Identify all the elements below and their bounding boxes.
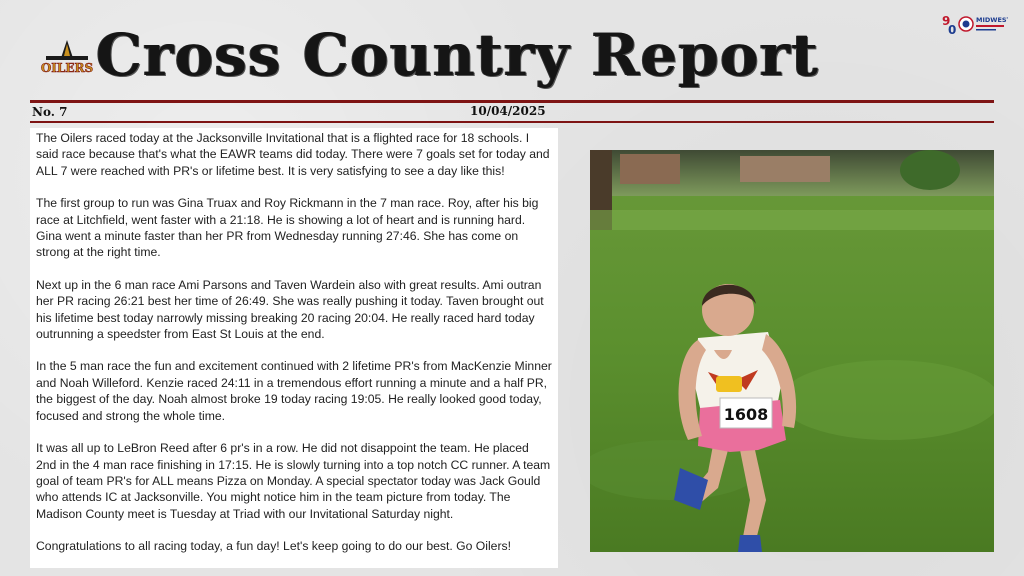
article-paragraph: In the 5 man race the fun and excitement continued with 2 lifetime PR's from MacKenzie Minner and Noah Willeford. Kenzie raced 24:11 in a tremendous effort running a minute and a half PR, the biggest of the day. Noah almost broke 19 today racing 19:05. He really looked good today, focused and strong the whole time.: [36, 359, 552, 423]
article-paragraph: The first group to run was Gina Truax and Roy Rickmann in the 7 man race. Roy, after his big race at Litchfield, went faster with a 21:18. He is showing a lot of heart and is running hard. Gina went a minute faster than her PR from Wednesday running 27:46. She has come on strong at the right time.: [36, 196, 539, 260]
article-paragraph: Next up in the 6 man race Ami Parsons and Taven Wardein also with great results. Ami outran her PR racing 26:21 best her time of 26:49. She was really pushing it today. Taven brought out his lifetime best today narrowly missing breaking 20 racing 20:04. He really raced hard today outrunning a speedster from East St Louis at the end.: [36, 277, 544, 342]
svg-text:9: 9: [942, 14, 951, 28]
masthead-title: Cross Country Report: [96, 21, 820, 89]
article-body: [30, 128, 558, 568]
oilers-logo: [38, 38, 96, 78]
article-paragraph: It was all up to LeBron Reed after 6 pr's in a row. He did not disappoint the team. He placed 2nd in the 4 man race finishing in 17:15. He is slowly turning into a top notch CC runner. A team goal of team PR's for ALL means Pizza on Monday. A special spectator today was Jack Gould who attends IC at Jacksonville. You might notice him in the team picture from today. The Madison County meet is Tuesday at Triad with our Invitational Saturday night.: [36, 441, 551, 521]
header-rule-bottom: [30, 121, 994, 123]
svg-text:0: 0: [948, 23, 957, 37]
bib-number: 1608: [723, 405, 769, 424]
oilers-logo-text: OILERS: [40, 61, 94, 75]
article-paragraph: The Oilers raced today at the Jacksonville Invitational that is a flighted race for 18 schools. I said race because that's what the EAWR teams did today. There were 7 goals set for today and ALL 7 were reached with PR's or lifetime best. It is very satisfying to see a day like this!: [36, 131, 550, 178]
issue-number: No. 7: [32, 105, 68, 119]
header-rule-top: [30, 100, 994, 103]
midwest-logo-text: MIDWEST: [976, 16, 1008, 24]
issue-date: 10/04/2025: [470, 104, 546, 118]
article-paragraph: Congratulations to all racing today, a fun day! Let's keep going to do our best. Go Oilers!: [36, 539, 511, 554]
midwest-logo: [942, 12, 1008, 38]
runner-photo: [590, 150, 994, 552]
